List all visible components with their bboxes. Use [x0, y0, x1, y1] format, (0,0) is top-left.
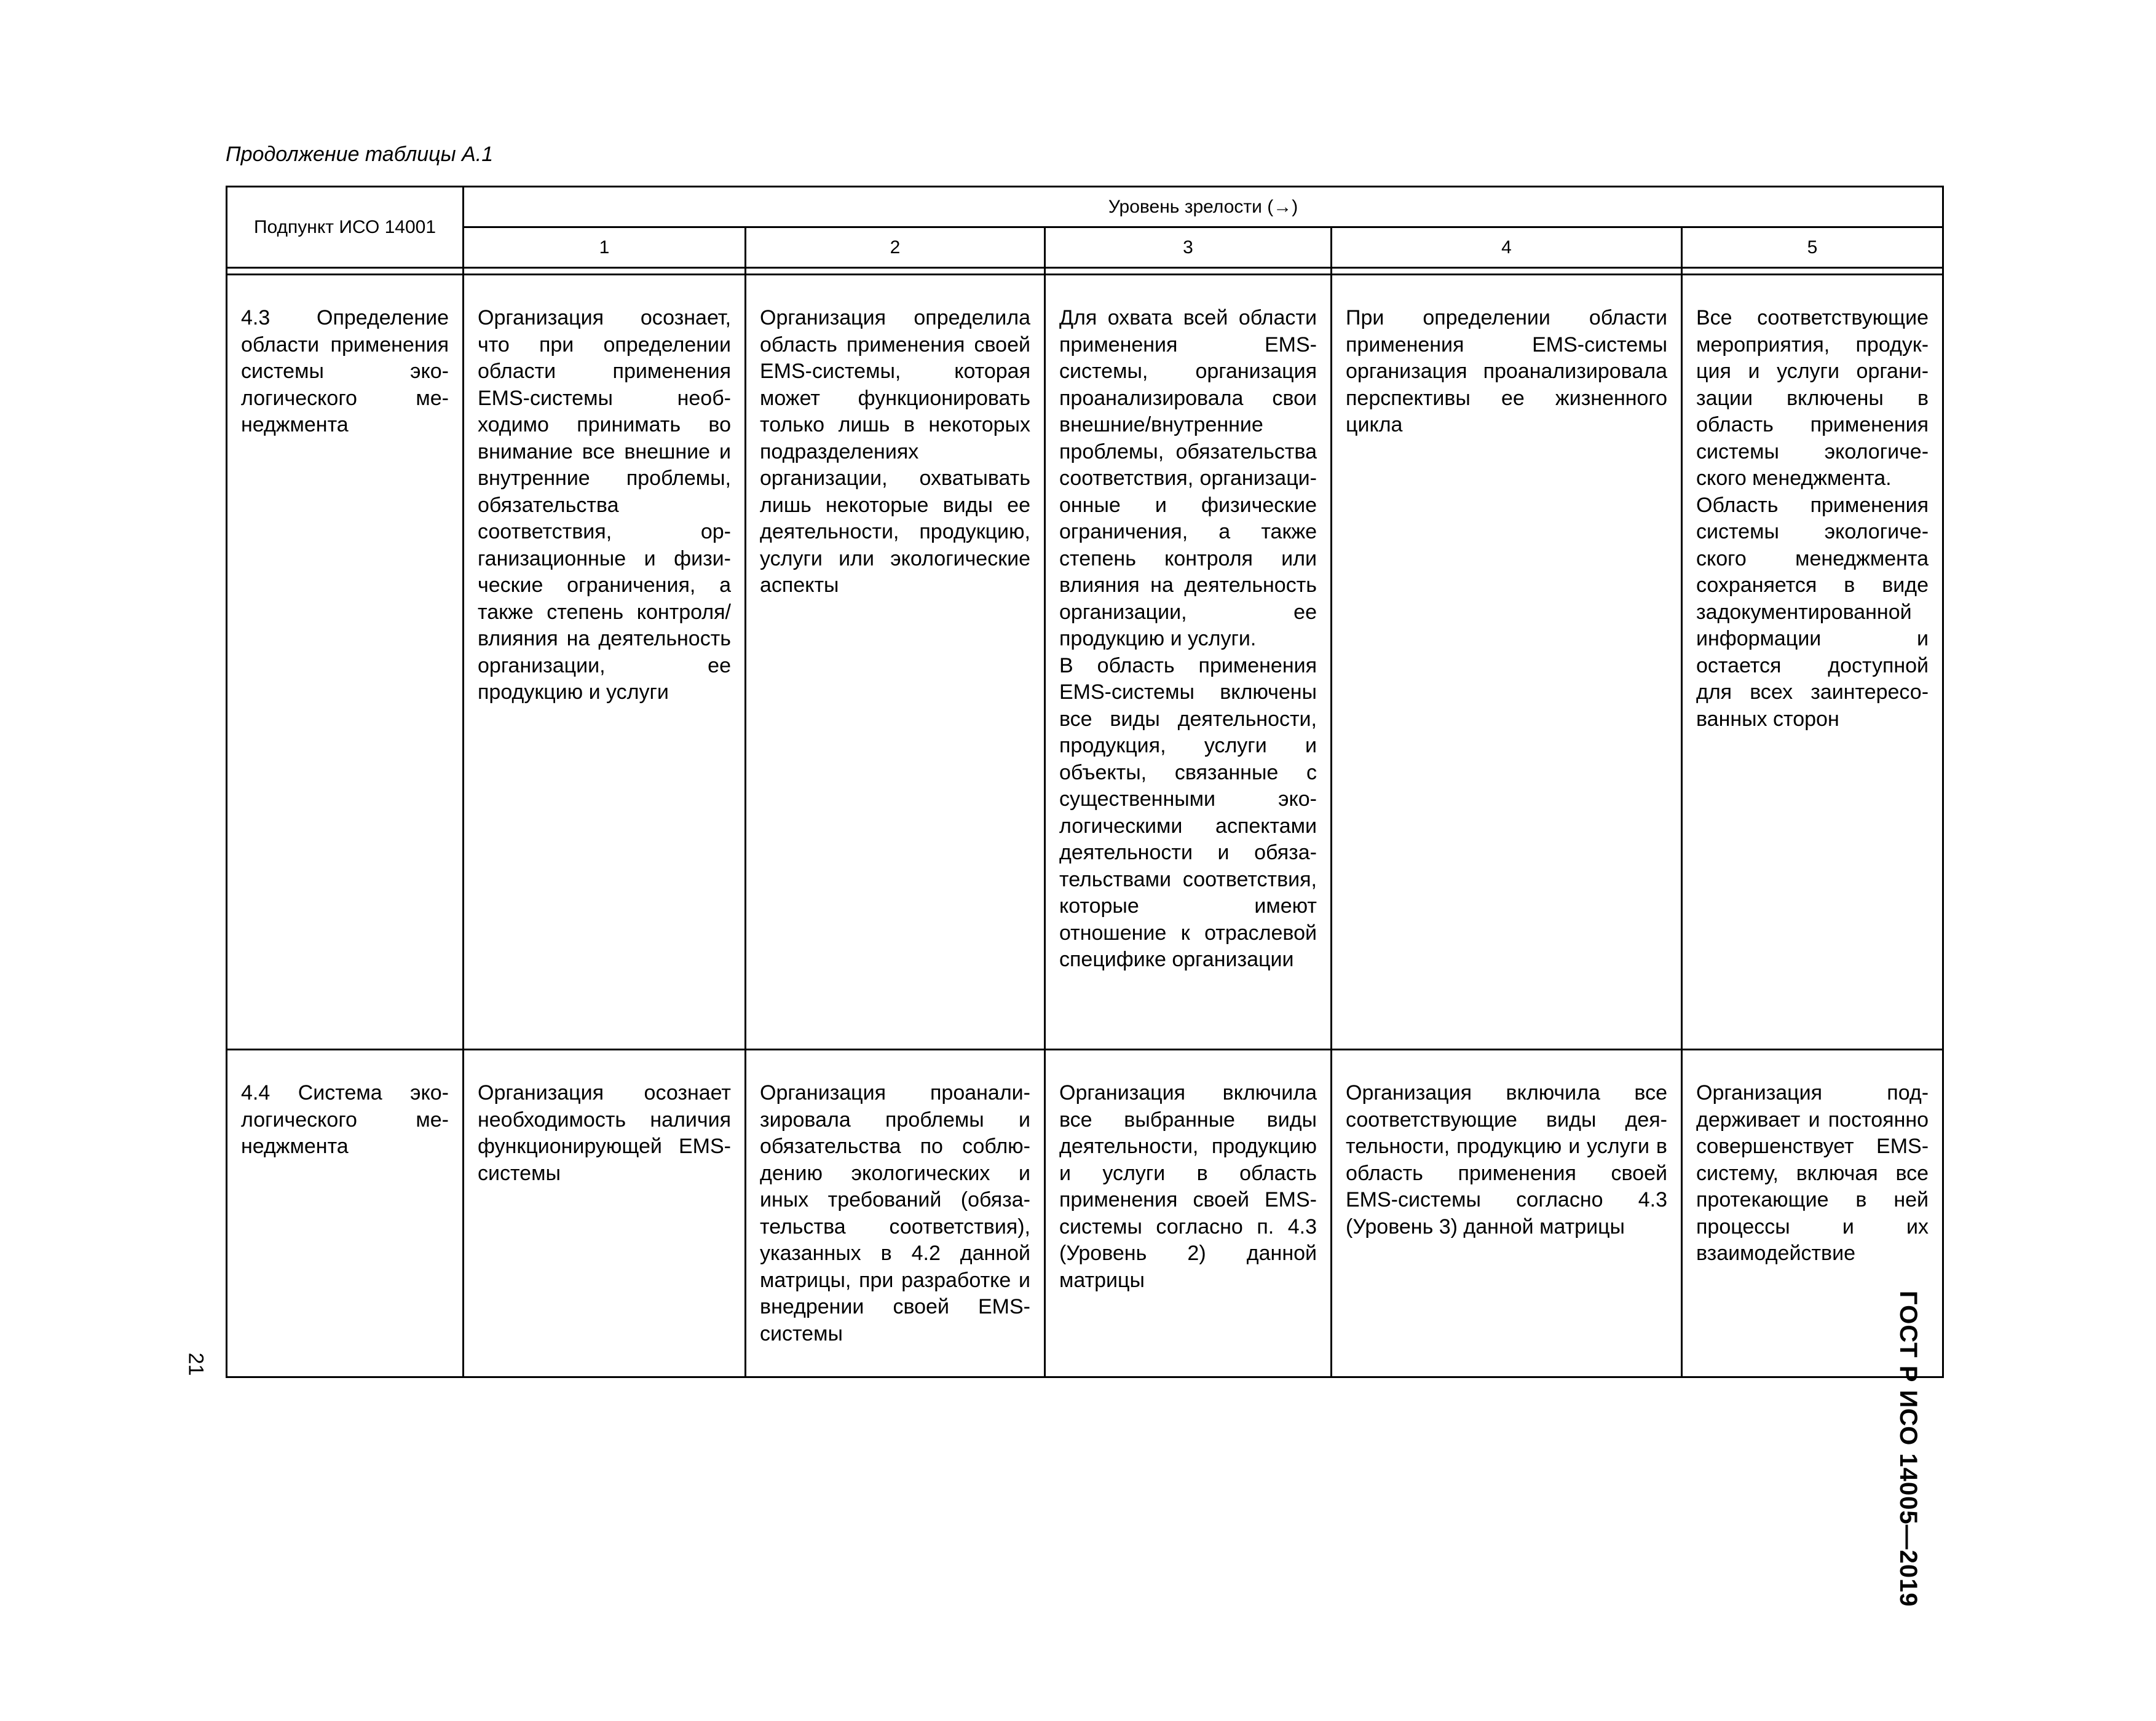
- level-4-cell: Организация включила все соответствующие виды деятельности, продукцию и услуги в область применения своей EMS-системы согласно 4.3 (Уровень 3) данной матрицы: [1332, 1050, 1682, 1377]
- group-header-maturity: Уровень зрелости (→): [464, 187, 1943, 227]
- page-number: 21: [184, 1352, 208, 1376]
- level-2-cell: Организация проанализировала проблемы и обязательства по соблюдению экологических и иных требований (обязательства соответствия), указанных в 4.2 данной матрицы, при разработке и внедрении своей EMS-системы: [746, 1050, 1045, 1377]
- col-header-clause: Подпункт ИСО 14001: [227, 187, 464, 268]
- level-1-cell: Организация осознает, что при определении области применения EMS-системы необходимо принимать во внимание все внешние и внутренние проблемы, обязательства соответствия, организационные и физические ограничения, а также степень контроля/влияния на деятельность организации, ее продукцию и услуги: [464, 275, 746, 1050]
- level-header-1: 1: [464, 227, 746, 268]
- clause-cell: 4.4 Система экологического менеджмента: [227, 1050, 464, 1377]
- level-header-3: 3: [1045, 227, 1332, 268]
- level-5-cell: Организация поддерживает и постоянно совершенствует EMS-систему, включая все протекающие в ней процессы и их взаимодействие: [1682, 1050, 1943, 1377]
- level-3-cell: Организация включила все выбранные виды деятельности, продукцию и услуги в область применения своей EMS-системы согласно п. 4.3 (Уровень 2) данной матрицы: [1045, 1050, 1332, 1377]
- table-caption: Продолжение таблицы А.1: [226, 143, 494, 166]
- level-header-4: 4: [1332, 227, 1682, 268]
- table-row: [227, 275, 1943, 1050]
- level-2-cell: Организация определила область применения своей EMS-системы, которая может функционировать только лишь в некоторых подразделениях организации, охватывать лишь некоторые виды ее деятельности, продукцию, услуги или экологические аспекты: [746, 275, 1045, 1050]
- level-4-cell: При определении области применения EMS-системы организация проанализировала перспективы ее жизненного цикла: [1332, 275, 1682, 1050]
- level-header-5: 5: [1682, 227, 1943, 268]
- level-5-cell: Все соответствующие мероприятия, продукция и услуги организации включены в область применения системы экологического менеджмента. Область применения системы экологического менеджмента сохраняется в виде задокументированной информации и остается доступной для всех заинтересованных сторон: [1682, 275, 1943, 1050]
- level-3-cell: Для охвата всей области применения EMS-системы, организация проанализировала свои внешние/внутренние проблемы, обязательства соответствия, организационные и физические ограничения, а также степень контроля или влияния на деятельность организации, ее продукцию и услуги. В область применения EMS-системы включены все виды деятельности, продукция, услуги и объекты, связанные с существенными экологическими аспектами деятельности и обязательствами соответствия, которые имеют отношение к отраслевой специфике организации: [1045, 275, 1332, 1050]
- table-row: [227, 1050, 1943, 1377]
- level-header-2: 2: [746, 227, 1045, 268]
- maturity-table: [226, 186, 1942, 1378]
- standard-designation: ГОСТ Р ИСО 14005—2019: [1895, 1291, 1922, 1607]
- header-separator: [227, 268, 1943, 275]
- level-1-cell: Организация осознает необходимость наличия функционирующей EMS-системы: [464, 1050, 746, 1377]
- clause-cell: 4.3 Определение области применения системы экологического менеджмента: [227, 275, 464, 1050]
